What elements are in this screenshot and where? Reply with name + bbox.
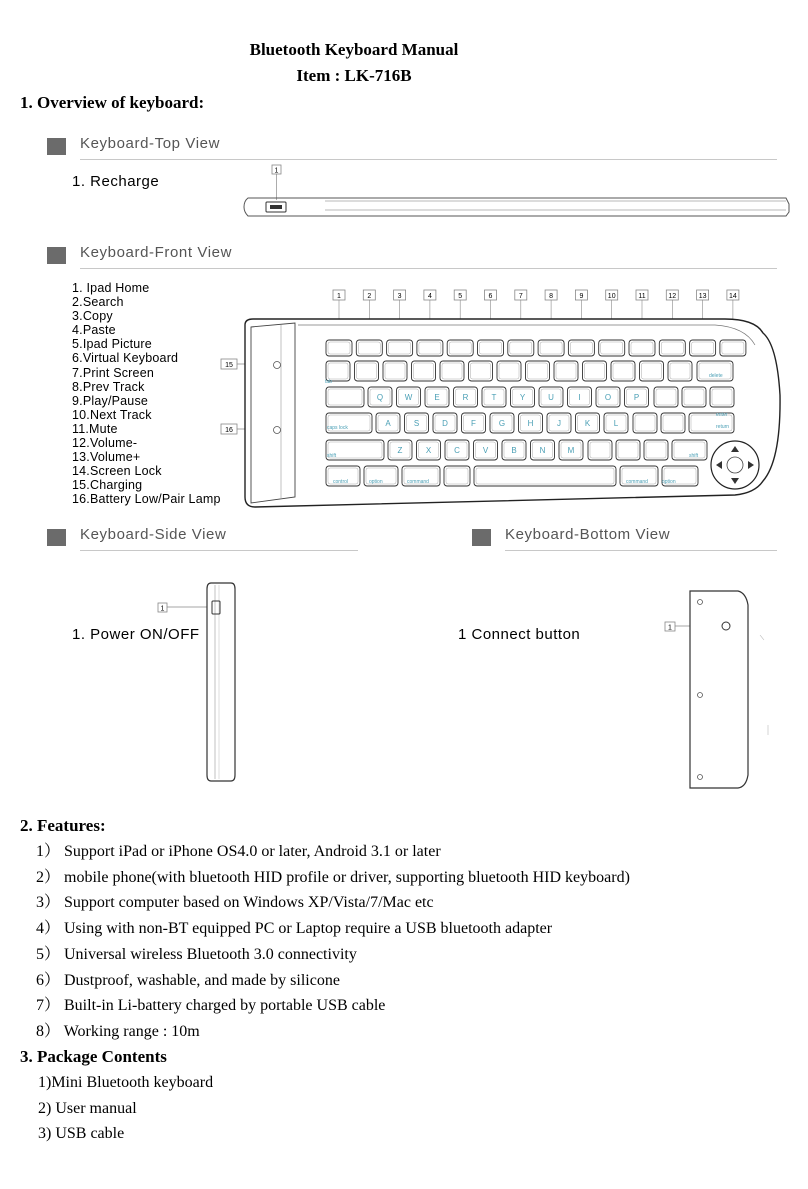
key-label-j: J [557,419,561,428]
keyboard-key [478,340,504,356]
section-divider [505,550,777,551]
bottom-view-section [472,527,782,545]
keyboard-key [526,361,550,381]
keyboard-key [355,361,379,381]
keyboard-key [356,340,382,356]
feature-item: 2） mobile phone(with bluetooth HID profile or driver, supporting bluetooth HID keyboard) [36,868,630,886]
legend-item: 9.Play/Pause [72,393,149,408]
key-shift-label: shift [327,453,337,459]
key-label-z: Z [397,446,403,455]
key-label-c: C [454,446,460,455]
keyboard-key [690,340,716,356]
keyboard-key [583,361,607,381]
package-item: 1)Mini Bluetooth keyboard [38,1074,214,1091]
keyboard-key [326,340,352,356]
keyboard-key [588,440,612,460]
keyboard-key [654,387,678,407]
feature-item: 1） Support iPad or iPhone OS4.0 or later, Android 3.1 or later [36,843,441,860]
feature-item: 6） Dustproof, washable, and made by silicone [36,971,340,989]
features-list [36,839,630,1045]
callout-9: 9 [579,293,584,300]
item-number: Item : LK-716B [296,66,412,85]
key-label-o: O [604,393,612,402]
keyboard-key [668,361,692,381]
callout-15: 15 [225,362,233,369]
keyboard-key [629,340,655,356]
feature-item: 7） Built-in Li-battery charged by portable USB cable [36,997,386,1015]
callout-3: 3 [397,293,402,300]
keyboard-key [469,361,493,381]
key-label-k: K [584,419,591,428]
legend-item: 1. Ipad Home [72,281,150,295]
section-square-icon [472,529,491,546]
key-label-y: Y [519,393,526,402]
key-label-t: T [491,393,497,402]
keyboard-key [447,340,473,356]
legend-item: 2.Search [72,295,124,310]
keyboard-key [497,361,521,381]
package-heading: 3. Package Contents [20,1047,167,1066]
package-item: 2) User manual [38,1099,137,1117]
key-label-i: I [578,393,581,402]
legend-item: 4.Paste [72,323,116,338]
keyboard-key [508,340,534,356]
keyboard-key [682,387,706,407]
key-delete-label: delete [709,373,723,379]
keyboard-key [640,361,664,381]
keyboard-key [383,361,407,381]
document-title: Bluetooth Keyboard Manual [249,40,459,59]
legend-item: 14.Screen Lock [72,464,162,479]
keyboard-key [554,361,578,381]
legend-item: 3.Copy [72,309,113,324]
keyboard-key [616,440,640,460]
callout-13: 13 [698,293,707,300]
legend-item: 11.Mute [72,421,118,436]
legend-item: 5.Ipad Picture [72,337,152,352]
key-option-right-label: option [662,479,676,485]
bottom-view-label: 1 Connect button [458,626,581,643]
keyboard-key [599,340,625,356]
key-label-f: F [471,419,476,428]
key-command-right-label: command [626,479,648,485]
section-divider [80,550,358,551]
callout-1: 1 [274,167,279,175]
callout-5: 5 [458,293,463,300]
key-label-b: B [511,446,517,455]
callout-2: 2 [367,293,372,300]
section-square-icon [47,529,66,546]
package-item: 3) USB cable [38,1125,125,1143]
keyboard-key [710,387,734,407]
feature-item: 3） Support computer based on Windows XP/Vista/7/Mac etc [36,894,434,912]
key-label-a: A [385,419,391,428]
keyboard-key [440,361,464,381]
side-view-label: 1. Power ON/OFF [72,626,200,643]
side-view-section [47,527,367,545]
key-shift-right-label: shift [689,453,699,459]
callout-1: 1 [668,624,672,632]
key-label-r: R [462,393,469,402]
bottom-view-title: Keyboard-Bottom View [505,526,671,543]
callout-16: 16 [225,427,233,434]
overview-heading: 1. Overview of keyboard: [20,93,205,112]
key-label-p: P [633,393,640,402]
legend-item: 7.Print Screen [72,365,155,380]
key-label-e: E [434,393,440,402]
callout-8: 8 [549,293,554,300]
callout-14: 14 [729,293,737,300]
keyboard-key [444,466,470,486]
key-command-left-label: command [407,479,429,485]
key-label-v: V [482,446,489,455]
callout-1: 1 [337,293,341,300]
callout-11: 11 [638,293,646,300]
key-label-g: G [498,419,506,428]
key-label-m: M [567,446,575,455]
callout-7: 7 [518,293,523,300]
key-enter-label: enter [716,412,728,418]
side-view-title: Keyboard-Side View [80,526,227,543]
callout-6: 6 [488,293,493,300]
legend-item: 15.Charging [72,478,143,493]
keyboard-key [644,440,668,460]
keyboard-key [720,340,746,356]
keyboard-key [633,413,657,433]
front-view-section [47,245,777,263]
legend-item: 13.Volume+ [72,450,141,465]
keyboard-key [661,413,685,433]
feature-item: 4） Using with non-BT equipped PC or Laptop require a USB bluetooth adapter [36,920,553,938]
section-divider [80,268,777,269]
key-option-left-label: option [369,479,383,485]
callout-4: 4 [427,293,432,300]
key-caps-label: caps lock [327,425,348,431]
section-square-icon [47,247,66,264]
features-heading: 2. Features: [20,816,106,835]
key-label-x: X [425,446,432,455]
key-label-d: D [442,419,448,428]
key-label-w: W [404,393,413,402]
front-view-title: Keyboard-Front View [80,244,233,261]
key-label-q: Q [376,393,384,402]
key-label-u: U [548,393,554,402]
top-view-label: 1. Recharge [72,173,160,190]
front-view-legend [72,281,221,507]
keyboard-key [417,340,443,356]
keyboard-key [611,361,635,381]
keyboard-key [659,340,685,356]
keyboard-key [412,361,436,381]
keyboard-side-view-drawing [155,575,245,790]
keyboard-key [474,466,616,486]
legend-item: 16.Battery Low/Pair Lamp [72,492,221,507]
keyboard-key [568,340,594,356]
feature-item: 5） Universal wireless Bluetooth 3.0 connectivity [36,945,357,963]
callout-1: 1 [160,605,165,613]
keyboard-bottom-view-drawing [660,585,780,795]
keyboard-key [538,340,564,356]
keyboard-key [387,340,413,356]
legend-item: 10.Next Track [72,407,152,422]
key-tab-label: tab [325,379,332,385]
key-label-s: S [413,419,420,428]
keyboard-key [326,387,364,407]
legend-item: 12.Volume- [72,436,138,451]
keyboard-front-view-drawing [215,285,795,520]
section-square-icon [47,138,66,155]
top-view-section [47,136,777,154]
callout-10: 10 [607,293,616,300]
key-return-label: return [716,424,730,430]
callout-12: 12 [668,293,677,300]
package-list [38,1070,213,1147]
legend-item: 6.Virtual Keyboard [72,351,179,366]
top-view-title: Keyboard-Top View [80,135,220,152]
key-control-label: control [333,479,349,485]
key-label-l: L [613,419,619,428]
keyboard-top-view-drawing [240,160,792,220]
feature-item: 8） Working range : 10m [36,1022,200,1040]
key-label-n: N [539,446,546,455]
key-label-h: H [527,419,534,428]
legend-item: 8.Prev Track [72,379,145,394]
keyboard-key [326,361,350,381]
